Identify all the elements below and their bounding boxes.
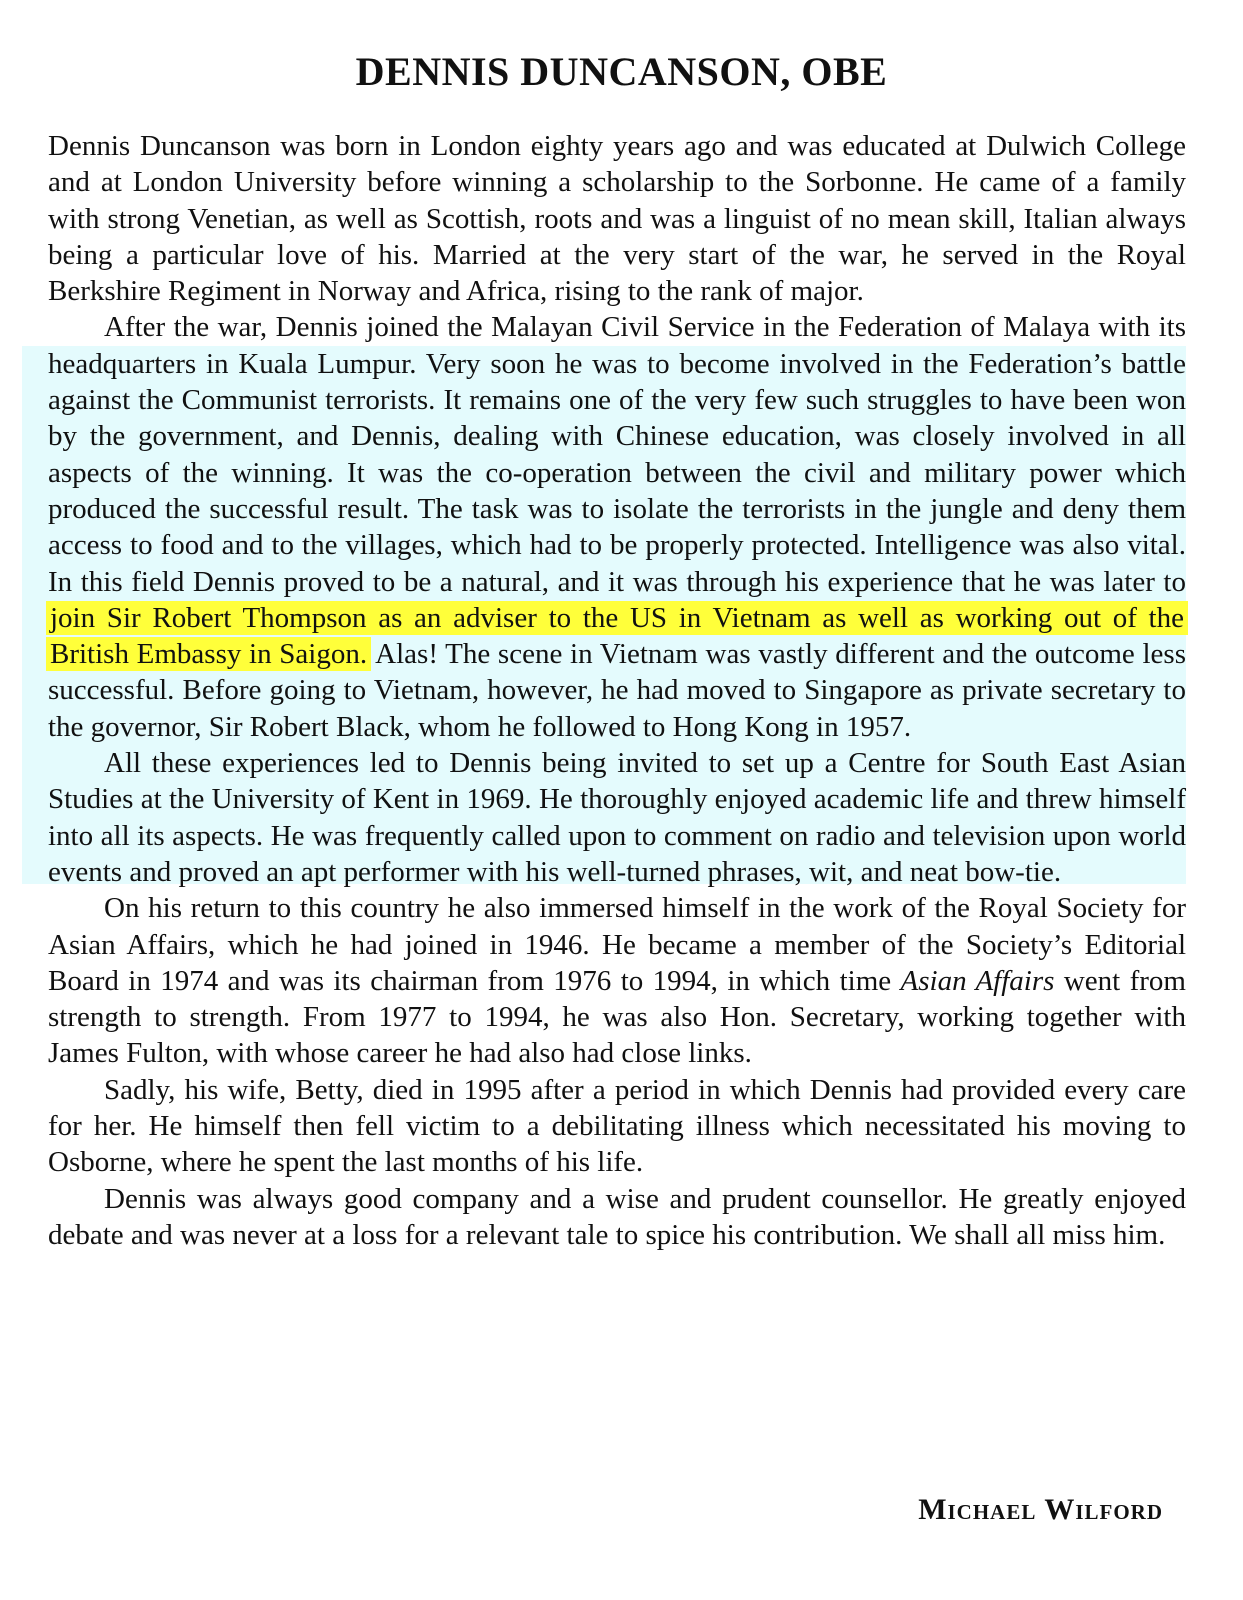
paragraph-royal-society <box>48 890 1186 1071</box>
malaya-text-start: After the war, Dennis joined the Malayan Civil Service in the Federation of Malaya with its headquarters in Kuala Lumpur. Very soon he was to become involved in the Federation’s battle against the Communist terrorists. It remains one of the very few such struggles to have been won by the government, and Dennis, dealing with Chinese education, was closely involved in all aspects of the winning. It was the co-operation between the civil and military power which produced the successful result. The task was to isolate the terrorists in the jungle and deny them access to food and to the villages, which had to be properly protected. Intelligence was also vital. In this field Dennis proved to be a natural, and it was through his experience that he was later to <box>48 311 1186 598</box>
paragraph-malaya <box>48 309 1186 745</box>
malaya-text-end: Alas! The scene in Vietnam was vastly different and the outcome less successful. Before going to Vietnam, however, he had moved to Singapore as private secretary to the governor, Sir Robert Black, whom he followed to Hong Kong in 1957. <box>48 638 1186 743</box>
paragraph-early-life: Dennis Duncanson was born in London eighty years ago and was educated at Dulwich College and at London University before winning a scholarship to the Sorbonne. He came of a family with strong Venetian, as well as Scottish, roots and was a linguist of no mean skill, Italian always being a particular love of his. Married at the very start of the war, he served in the Royal Berkshire Regiment in Norway and Africa, rising to the rank of major. <box>48 130 1186 308</box>
royal-society-text-end: went from strength to strength. From 1977 to 1994, he was also Hon. Secretary, working together with James Fulton, with whose career he had also had close links. <box>48 964 1186 1070</box>
royal-society-text-start: On his return to this country he also immersed himself in the work of the Royal Society for Asian Affairs, which he had joined in 1946. He became a member of the Society’s Editorial Board in 1974 and was its chairman from 1976 to 1994, in which time <box>48 892 1186 997</box>
article-title: DENNIS DUNCANSON, OBE <box>355 49 888 94</box>
paragraph-later-life: Sadly, his wife, Betty, died in 1995 after a period in which Dennis had provided every care for her. He himself then fell victim to a debilitating illness which necessitated his moving to Osborne, where he spent the last months of his life. <box>48 1073 1186 1179</box>
paragraph-kent: All these experiences led to Dennis being invited to set up a Centre for South East Asian Studies at the University of Kent in 1969. He thoroughly enjoyed academic life and threw himself into all its aspects. He was frequently called upon to comment on radio and television upon world events and proved an apt performer with his well-turned phrases, wit, and neat bow-tie. <box>48 747 1186 888</box>
paragraph-closing: Dennis was always good company and a wise and prudent counsellor. He greatly enjoyed debate and was never at a loss for a relevant tale to spice his contribution. We shall all miss him. <box>48 1182 1186 1251</box>
journal-title: Asian Affairs <box>900 964 1055 997</box>
highlighted-passage: join Sir Robert Thompson as an adviser to the US in Vietnam as well as working out of the British Embassy in Saigon. <box>46 601 1188 671</box>
article-body <box>48 128 1186 1253</box>
author-signature: Michael Wilford <box>918 1493 1163 1526</box>
